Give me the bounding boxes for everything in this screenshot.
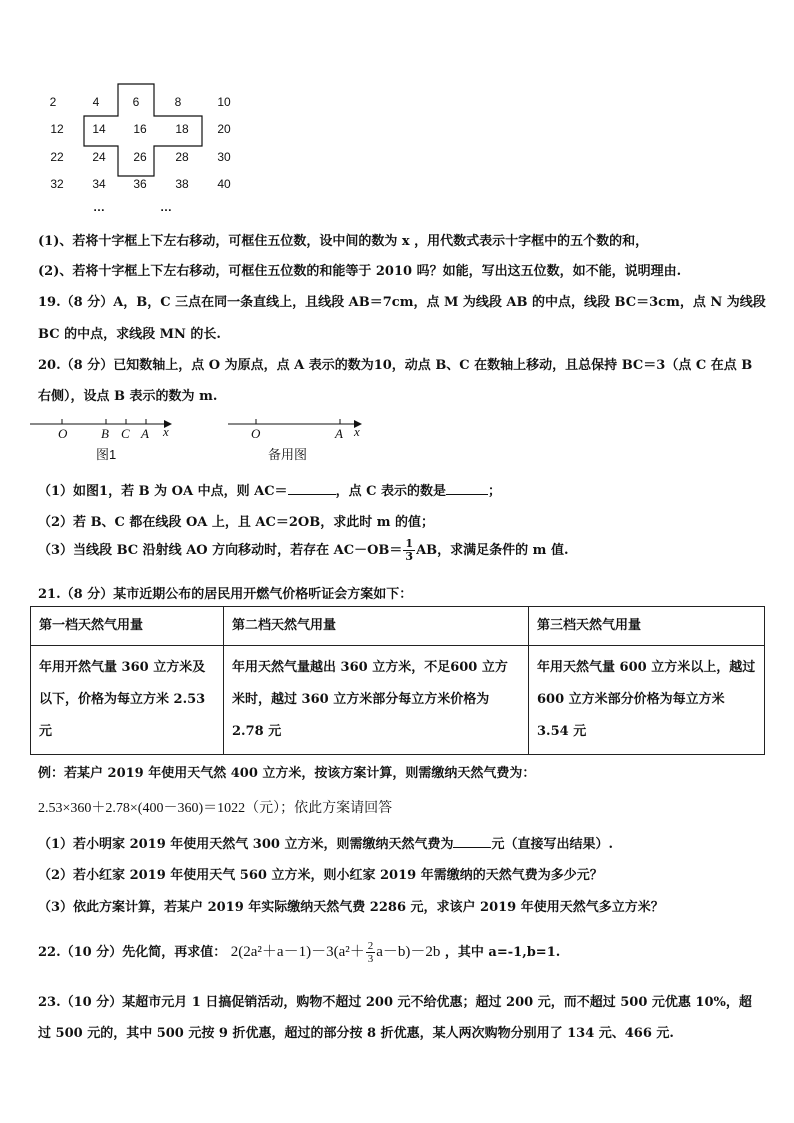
grid-cell: 4 xyxy=(92,95,100,109)
label-B: B xyxy=(101,426,109,441)
label-O: O xyxy=(58,426,68,441)
table-header: 第一档天然气用量 xyxy=(31,607,224,646)
grid-cell: 20 xyxy=(217,122,231,136)
label-O: O xyxy=(251,426,261,441)
table-cell: 年用天然气量越出 360 立方米，不足600 立方米时，越过 360 立方米部分每立方米价格为 2.78 元 xyxy=(224,646,529,755)
q18-part1: (1)、若将十字框上下左右移动，可框住五位数，设中间的数为 x ，用代数式表示十字框中的五个数的和， xyxy=(38,234,649,249)
grid-ellipsis: … xyxy=(93,200,105,214)
q21-intro: 21.（8 分）某市近期公布的居民用开燃气价格听证会方案如下： xyxy=(38,587,413,602)
grid-cell: 10 xyxy=(217,95,231,109)
grid-cell: 6 xyxy=(132,95,140,109)
q20-line2: 右侧），设点 B 表示的数为 m. xyxy=(38,389,218,404)
grid-cell: 32 xyxy=(50,177,64,191)
q19-line2: BC 的中点，求线段 MN 的长. xyxy=(38,327,221,342)
q20-part1: （1）如图1，若 B 为 OA 中点，则 AC＝ ，点 C 表示的数是 ； xyxy=(38,484,501,499)
q21-example: 例：若某户 2019 年使用天气然 400 立方米，按该方案计算，则需缴纳天然气费为： xyxy=(38,766,536,781)
table-cell: 年用天然气量 600 立方米以上，越过 600 立方米部分价格为每立方米 3.54 元 xyxy=(529,646,765,755)
grid-cell: 12 xyxy=(50,122,64,136)
q21-formula: 2.53×360＋2.78×(400－360)＝1022（元）；依此方案请回答 xyxy=(38,801,393,816)
grid-cell: 40 xyxy=(217,177,231,191)
label-A: A xyxy=(335,426,343,441)
table-header-row xyxy=(31,607,765,646)
grid-cell: 8 xyxy=(174,95,182,109)
table-row xyxy=(31,646,765,755)
grid-cell: 18 xyxy=(175,122,189,136)
answer-blank xyxy=(288,482,336,495)
table-cell: 年用开然气量 360 立方米及以下，价格为每立方米 2.53 元 xyxy=(31,646,224,755)
grid-cell: 14 xyxy=(92,122,106,136)
fig1-caption: 图1 xyxy=(96,447,117,462)
q20-part2: （2）若 B、C 都在线段 OA 上，且 AC＝2OB，求此时 m 的值； xyxy=(38,515,435,530)
grid-cell: 36 xyxy=(133,177,147,191)
q20-part3: （3）当线段 BC 沿射线 AO 方向移动时，若存在 AC－OB＝ $\frac{1}{3}$ AB，求满足条件的 m 值. xyxy=(38,537,569,563)
q21-part2: （2）若小红家 2019 年使用天气 560 立方米，则小红家 2019 年需缴纳的天然气费为多少元？ xyxy=(38,868,603,883)
fig2-caption: 备用图 xyxy=(268,447,308,462)
grid-cell: 22 xyxy=(50,150,64,164)
q22: 22.（10 分）先化简，再求值： 2(2a²＋a－1)－3(a²＋ $\frac{2}{3}$ a－b)－2b ，其中 a=-1,b=1. xyxy=(38,940,561,965)
grid-cell: 34 xyxy=(92,177,106,191)
answer-blank xyxy=(446,482,488,495)
q18-part2: (2)、若将十字框上下左右移动，可框住五位数的和能等于 2010 吗？如能，写出这五位数，如不能，说明理由. xyxy=(38,264,682,279)
q19-line1: 19.（8 分）A，B，C 三点在同一条直线上，且线段 AB＝7cm，点 M 为线段 AB 的中点，线段 BC＝3cm，点 N 为线段 xyxy=(38,295,766,310)
grid-ellipsis: … xyxy=(160,200,172,214)
grid-cell: 2 xyxy=(49,95,57,109)
label-C: C xyxy=(121,426,130,441)
grid-cell: 24 xyxy=(92,150,106,164)
q21-part1: （1）若小明家 2019 年使用天然气 300 立方米，则需缴纳天然气费为 元（直接写出结果）. xyxy=(38,837,613,852)
table-header: 第三档天然气用量 xyxy=(529,607,765,646)
grid-cell: 26 xyxy=(133,150,147,164)
label-x: x xyxy=(354,424,360,439)
label-x: x xyxy=(163,424,169,439)
q20-line1: 20.（8 分）已知数轴上，点 O 为原点，点 A 表示的数为10，动点 B、C 在数轴上移动，且总保持 BC＝3（点 C 在点 B xyxy=(38,358,753,373)
grid-cell: 16 xyxy=(133,122,147,136)
q21-part3: （3）依此方案计算，若某户 2019 年实际缴纳天然气费 2286 元，求该户 2019 年使用天然气多立方米？ xyxy=(38,900,664,915)
q23-line2: 过 500 元的，其中 500 元按 9 折优惠，超过的部分按 8 折优惠，某人两次购物分别用了 134 元、466 元. xyxy=(38,1026,674,1041)
fraction: $\frac{2}{3}$ xyxy=(367,940,374,965)
answer-blank xyxy=(453,835,491,848)
grid-cell: 28 xyxy=(175,150,189,164)
q23-line1: 23.（10 分）某超市元月 1 日搞促销活动，购物不超过 200 元不给优惠；超过 200 元，而不超过 500 元优惠 10%，超 xyxy=(38,995,752,1010)
grid-cell: 38 xyxy=(175,177,189,191)
label-A: A xyxy=(141,426,149,441)
grid-cell: 30 xyxy=(217,150,231,164)
table-header: 第二档天然气用量 xyxy=(224,607,529,646)
fraction: $\frac{1}{3}$ xyxy=(405,537,414,563)
price-table xyxy=(30,606,765,755)
